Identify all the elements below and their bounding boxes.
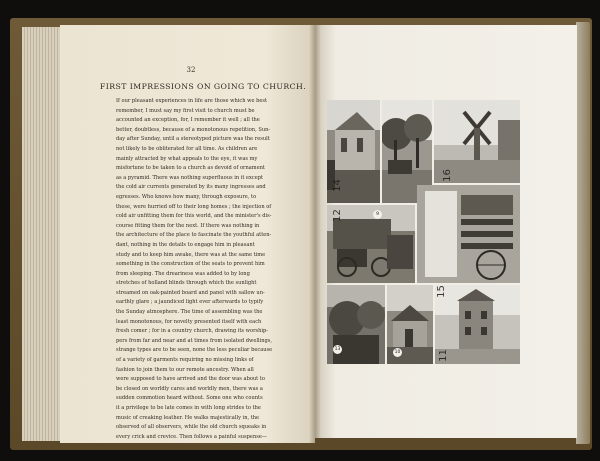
text-line: study and to keep him awake, there was at the same time [116, 251, 266, 258]
text-line: day after Sunday, until a stereotyped picture was the result [116, 136, 270, 143]
text-line: least monotonous, for novelty presented itself with each [116, 318, 262, 325]
text-line: egresses. Who knows how many, through exposure, to [116, 193, 257, 200]
text-line: earthly glare ; a jaundiced light ever afterwards to typify [116, 299, 264, 306]
text-line: dant, nothing in the details to engage him in pleasant [116, 241, 255, 248]
page-number: 32 [186, 66, 196, 74]
text-line: not likely to be obliterated for all time. As children are [116, 145, 258, 152]
plate-label: 16 [441, 169, 453, 182]
plate-label: 14 [331, 179, 343, 192]
text-line: misfortune to be taken to a church as devoid of ornament [116, 165, 265, 172]
text-line: course fitting them for the next. If there was nothing in [116, 222, 260, 229]
plate-badge: 10 [394, 350, 401, 355]
text-line: these, were hurried off to their long homes ; the injection of [116, 203, 272, 210]
text-line: mainly attracted by what appeals to the eye, it was my [116, 155, 258, 162]
text-line: pers from far and near and at times from isolated dwellings, [116, 337, 273, 344]
plate-label: 12 [331, 209, 343, 222]
text-line: sudden commotion heard without. Some one who counts [116, 395, 263, 402]
text-line: as a pyramid. There was nothing superfluous in it except [116, 174, 264, 181]
text-line: strange types are to be seen, none the less peculiar because [116, 347, 273, 354]
text-line: the Sunday atmosphere. The time of assembling was the [116, 309, 263, 316]
plate-badge: 13 [334, 347, 341, 352]
text-line: remember, I must say my first visit to church must be [116, 107, 255, 114]
text-line: better, doubtless, because of a monotonous repetition, Sun- [116, 126, 271, 133]
text-line: If our pleasant experiences in life are those which we best [116, 98, 268, 104]
text-line: music of creaking leather. He walks majestically in, the [116, 414, 260, 421]
plate-label: 11 [437, 349, 449, 362]
text-line: accounted an exception, for, I remember it well ; all the [116, 117, 260, 124]
book-gutter [309, 25, 321, 443]
text-line: observed of all observers, while the old church squeaks in [116, 424, 267, 431]
text-line: stretches of holland blinds through which the sunlight [116, 280, 257, 287]
text-line: fresh comer ; for in a country church, drawing its worship- [116, 328, 269, 335]
text-line: cold air unfitting them for this world, and the minister's dis- [116, 213, 272, 220]
text-line: streamed on oak-painted board and panel with sallow un- [116, 289, 265, 296]
text-line: the architecture of the place to fascinate the youthful atten- [116, 232, 272, 239]
text-line: every crick and crevice. Then follows a painful suspense— [116, 433, 267, 440]
text-line: were supposed to have arrived and the door was about to [116, 376, 265, 383]
text-line: the cold air currents generated by its many ingresses and [116, 184, 266, 191]
text-line: from sleeping. The dreariness was added to by long [116, 270, 250, 277]
text-line: something in the construction of the seats to prevent him [116, 261, 265, 268]
plate-label: 15 [435, 285, 447, 298]
photo-plate [327, 100, 520, 364]
text-line: be closed on worldly cares and worldly men, there was a [116, 385, 263, 392]
text-line: it a privilege to be late comes in with long strides to the [116, 405, 261, 411]
text-line: of a variety of garments requiring no missing links of [116, 357, 254, 364]
text-line: fashion to join them to our remote ancestry. When all [116, 366, 254, 373]
plate-badge: 9 [373, 210, 382, 219]
cover-edge [576, 22, 590, 444]
body-text [116, 97, 294, 442]
chapter-title: FIRST IMPRESSIONS ON GOING TO CHURCH. [99, 82, 307, 91]
photo-interior-pews [417, 185, 520, 283]
